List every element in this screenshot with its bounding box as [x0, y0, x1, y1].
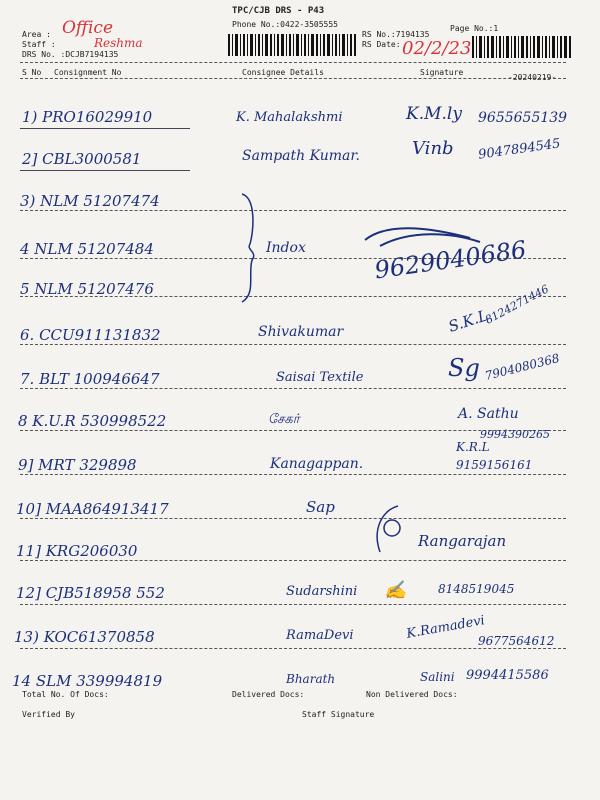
row-3-consignment: 3) NLM 51207474	[20, 192, 160, 210]
row-1-consignment: 1) PRO16029910	[22, 108, 153, 126]
row-14-consignee: Bharath	[286, 672, 336, 686]
sheet-title: TPC/CJB DRS - P43	[232, 6, 325, 16]
column-consignment: Consignment No	[54, 68, 122, 77]
row-10-consignment: 10] MAA864913417	[16, 500, 169, 518]
area-label: Area :	[22, 30, 51, 39]
row-12-phone: 8148519045	[438, 582, 515, 596]
phone-number: Phone No.:0422-3505555	[232, 20, 338, 29]
rs-number: RS No.:7194135	[362, 30, 430, 39]
row-6-phone: 8124271446	[483, 282, 551, 327]
row-14-phone: 9994415586	[466, 668, 549, 683]
row-9-signature: K.R.L	[456, 440, 490, 454]
row-4-phone: 9629040686	[372, 235, 528, 285]
row-1-phone: 9655655139	[478, 110, 568, 126]
row-9-consignee: Kanagappan.	[270, 456, 364, 472]
row-2-phone: 9047894545	[477, 136, 562, 163]
row-2-signature: Vinb	[412, 138, 454, 159]
row-13-consignment: 13) KOC61370858	[14, 628, 155, 646]
column-signature: Signature	[420, 68, 464, 77]
grouping-bracket	[236, 190, 266, 310]
row-9-consignment: 9] MRT 329898	[18, 456, 137, 474]
row-11-consignment: 11] KRG206030	[16, 542, 138, 560]
row-5-consignment: 5 NLM 51207476	[20, 280, 154, 298]
row-8-consignment: 8 K.U.R 530998522	[18, 412, 167, 430]
total-docs-label: Total No. Of Docs:	[22, 690, 109, 699]
rs-date-handwritten: 02/2/23	[402, 38, 472, 59]
drs-number: DRS No. :DCJB7194135	[22, 50, 119, 59]
column-divider	[20, 78, 566, 79]
row-10-consignee: Sap	[306, 498, 335, 516]
row-6-consignee: Shivakumar	[258, 324, 344, 340]
staff-label: Staff :	[22, 40, 56, 49]
verified-by-label: Verified By	[22, 710, 75, 719]
row-2-consignee: Sampath Kumar.	[242, 148, 361, 164]
row-7-signature: Sg	[448, 354, 480, 382]
area-handwritten: Office	[62, 18, 113, 38]
row-12-consignee: Sudarshini	[286, 584, 358, 599]
row-12-signature-mark: ✍	[384, 580, 407, 601]
page-number: Page No.:1	[450, 24, 499, 33]
row-4-consignment: 4 NLM 51207484	[20, 240, 154, 258]
delivered-docs-label: Delivered Docs:	[232, 690, 305, 699]
header-divider	[20, 62, 566, 63]
row-1-signature: K.M.ly	[406, 104, 462, 124]
row-13-phone: 9677564612	[478, 634, 555, 648]
date-stamp: -20240219-	[508, 73, 557, 82]
column-consignee: Consignee Details	[242, 68, 324, 77]
staff-handwritten: Reshma	[94, 36, 143, 50]
row-6-consignment: 6. CCU911131832	[20, 326, 161, 344]
row-12-consignment: 12] CJB518958 552	[16, 584, 165, 602]
row-14-signature: Salini	[420, 670, 455, 684]
barcode-drs	[228, 34, 358, 56]
row-4-consignee: Indox	[266, 240, 306, 256]
row-13-signature: K.Ramadevi	[405, 613, 486, 642]
column-sno: S No	[22, 68, 42, 77]
row-8-phone: 9994390265	[480, 428, 550, 441]
rs-date-label: RS Date:	[362, 40, 401, 49]
row-7-consignee: Saisai Textile	[276, 370, 364, 385]
row-13-consignee: RamaDevi	[286, 628, 354, 643]
row-14-consignment: 14 SLM 339994819	[12, 672, 163, 690]
row-1-consignee: K. Mahalakshmi	[236, 110, 343, 125]
non-delivered-docs-label: Non Delivered Docs:	[366, 690, 458, 699]
row-8-signature: A. Sathu	[458, 406, 519, 422]
row-11-circle-mark	[372, 500, 422, 560]
staff-signature-label: Staff Signature	[302, 710, 375, 719]
row-7-consignment: 7. BLT 100946647	[20, 370, 160, 388]
row-8-consignee: சேகர்	[268, 412, 300, 427]
row-9-phone: 9159156161	[456, 458, 533, 472]
row-2-consignment: 2] CBL3000581	[22, 150, 142, 168]
barcode-rs	[472, 36, 572, 58]
row-6-signature: S.K.L	[446, 306, 491, 336]
row-7-phone: 7904080368	[483, 350, 561, 384]
row-11-signature: Rangarajan	[418, 532, 507, 550]
